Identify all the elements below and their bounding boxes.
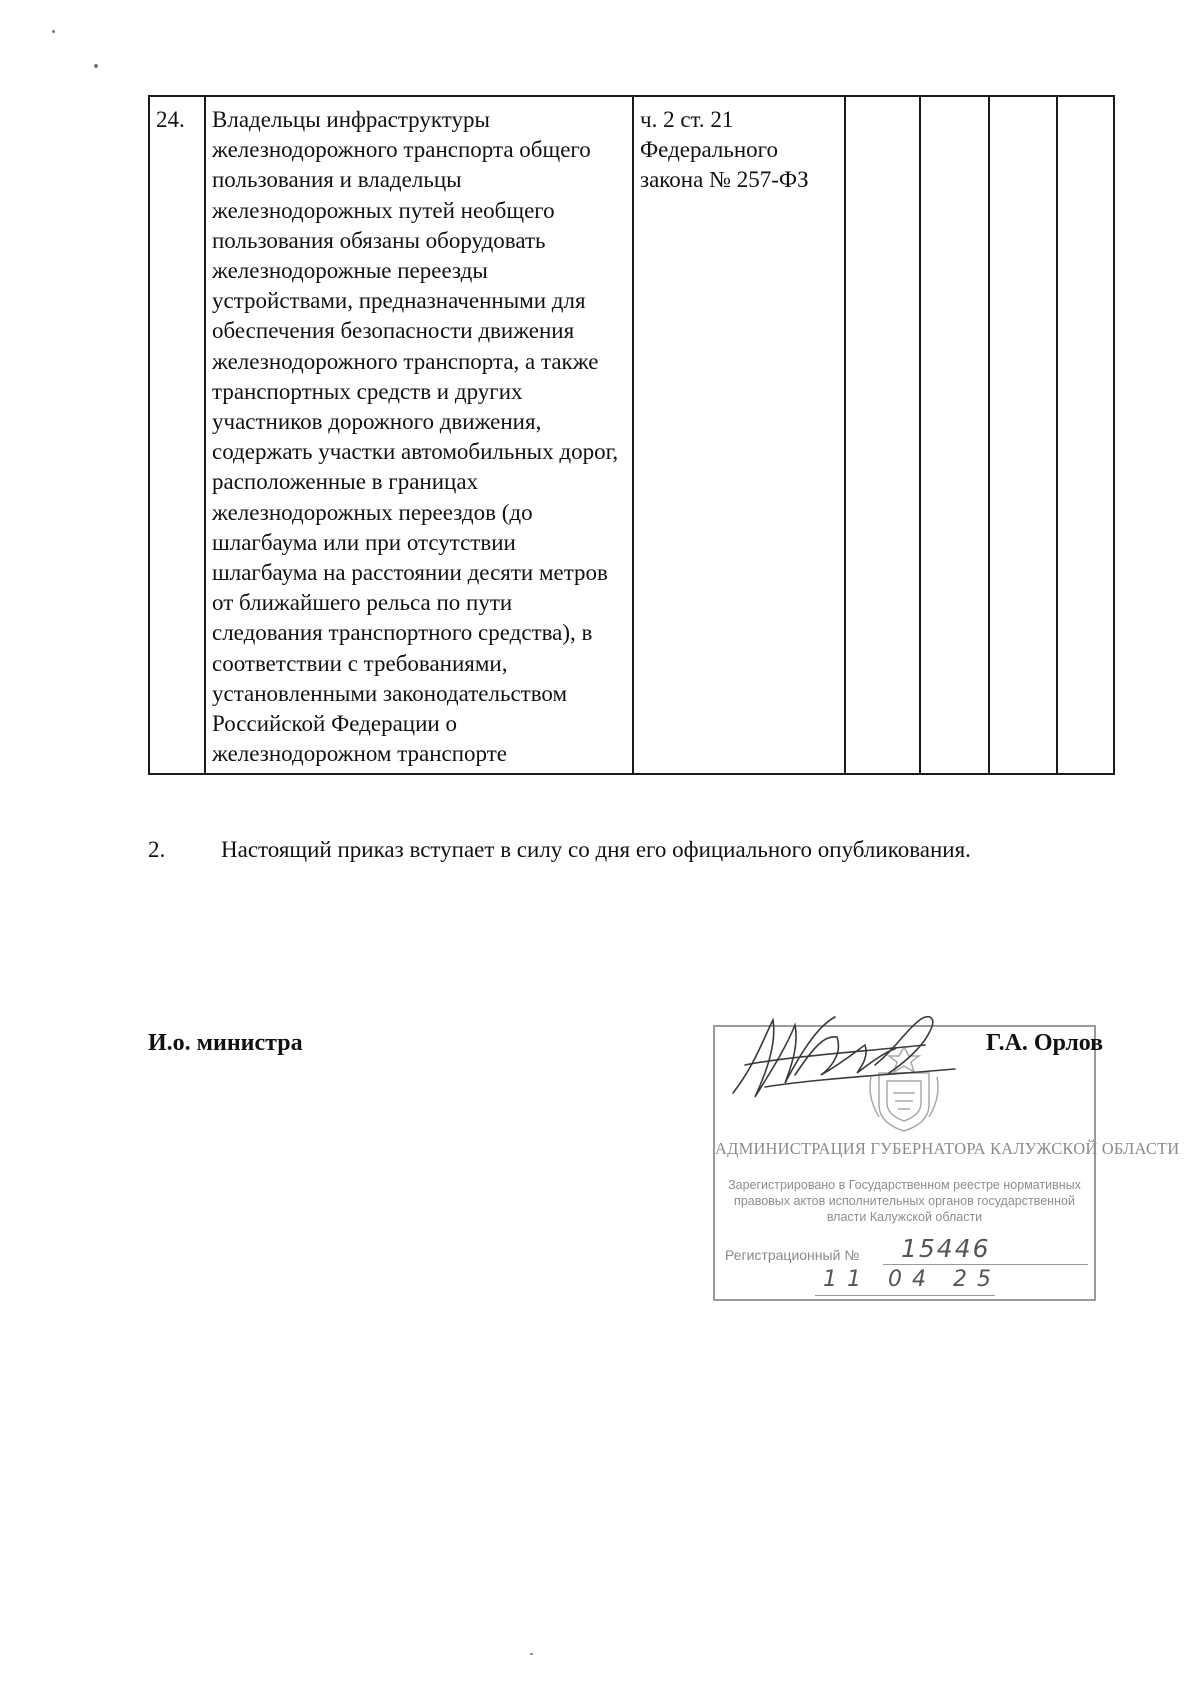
empty-cell	[989, 96, 1057, 774]
scan-speck	[94, 64, 98, 68]
registration-date: 11 04 25	[815, 1267, 995, 1296]
empty-cell	[845, 96, 920, 774]
registration-number: 15446	[883, 1234, 1088, 1265]
norm-reference: ч. 2 ст. 21 Федерального закона № 257-ФЗ	[633, 96, 845, 774]
scan-speck	[52, 30, 55, 33]
signatory-title: И.о. министра	[148, 1030, 303, 1056]
paragraph-number: 2.	[148, 837, 166, 862]
table-row	[149, 96, 1114, 774]
signatory-name: Г.А. Орлов	[986, 1030, 1104, 1056]
stamp-registration-text: Зарегистрировано в Государственном реестре нормативных правовых актов исполнительных органов государственной власти Калужской области	[728, 1178, 1081, 1224]
row-number: 24.	[149, 96, 205, 774]
stamp-organization: АДМИНИСТРАЦИЯ ГУБЕРНАТОРА КАЛУЖСКОЙ ОБЛАСТИ	[715, 1139, 1180, 1158]
empty-cell	[1057, 96, 1114, 774]
requirement-text: Владельцы инфраструктуры железнодорожного транспорта общего пользования и владельцы железнодорожных путей необщего пользования обязаны оборудовать железнодорожные переезды устройствами, предназначенными для обеспечения безопасности движения железнодорожного транспорта, а также транспортных средств и других участников дорожного движения, содержать участки автомобильных дорог, расположенные в границах железнодорожных переездов (до шлагбаума или при отсутствии шлагбаума на расстоянии десяти метров от ближайшего рельса по пути следования транспортного средства), в соответствии с требованиями, установленными законодательством Российской Федерации о железнодорожном транспорте	[205, 96, 633, 774]
paragraph-effective-date	[148, 835, 1148, 865]
registration-label: Регистрационный №	[725, 1247, 860, 1263]
empty-cell	[920, 96, 989, 774]
scan-speck	[530, 1653, 533, 1655]
requirements-table	[148, 95, 1115, 775]
handwritten-signature	[725, 1005, 975, 1105]
paragraph-text: Настоящий приказ вступает в силу со дня его официального опубликования.	[221, 837, 971, 862]
